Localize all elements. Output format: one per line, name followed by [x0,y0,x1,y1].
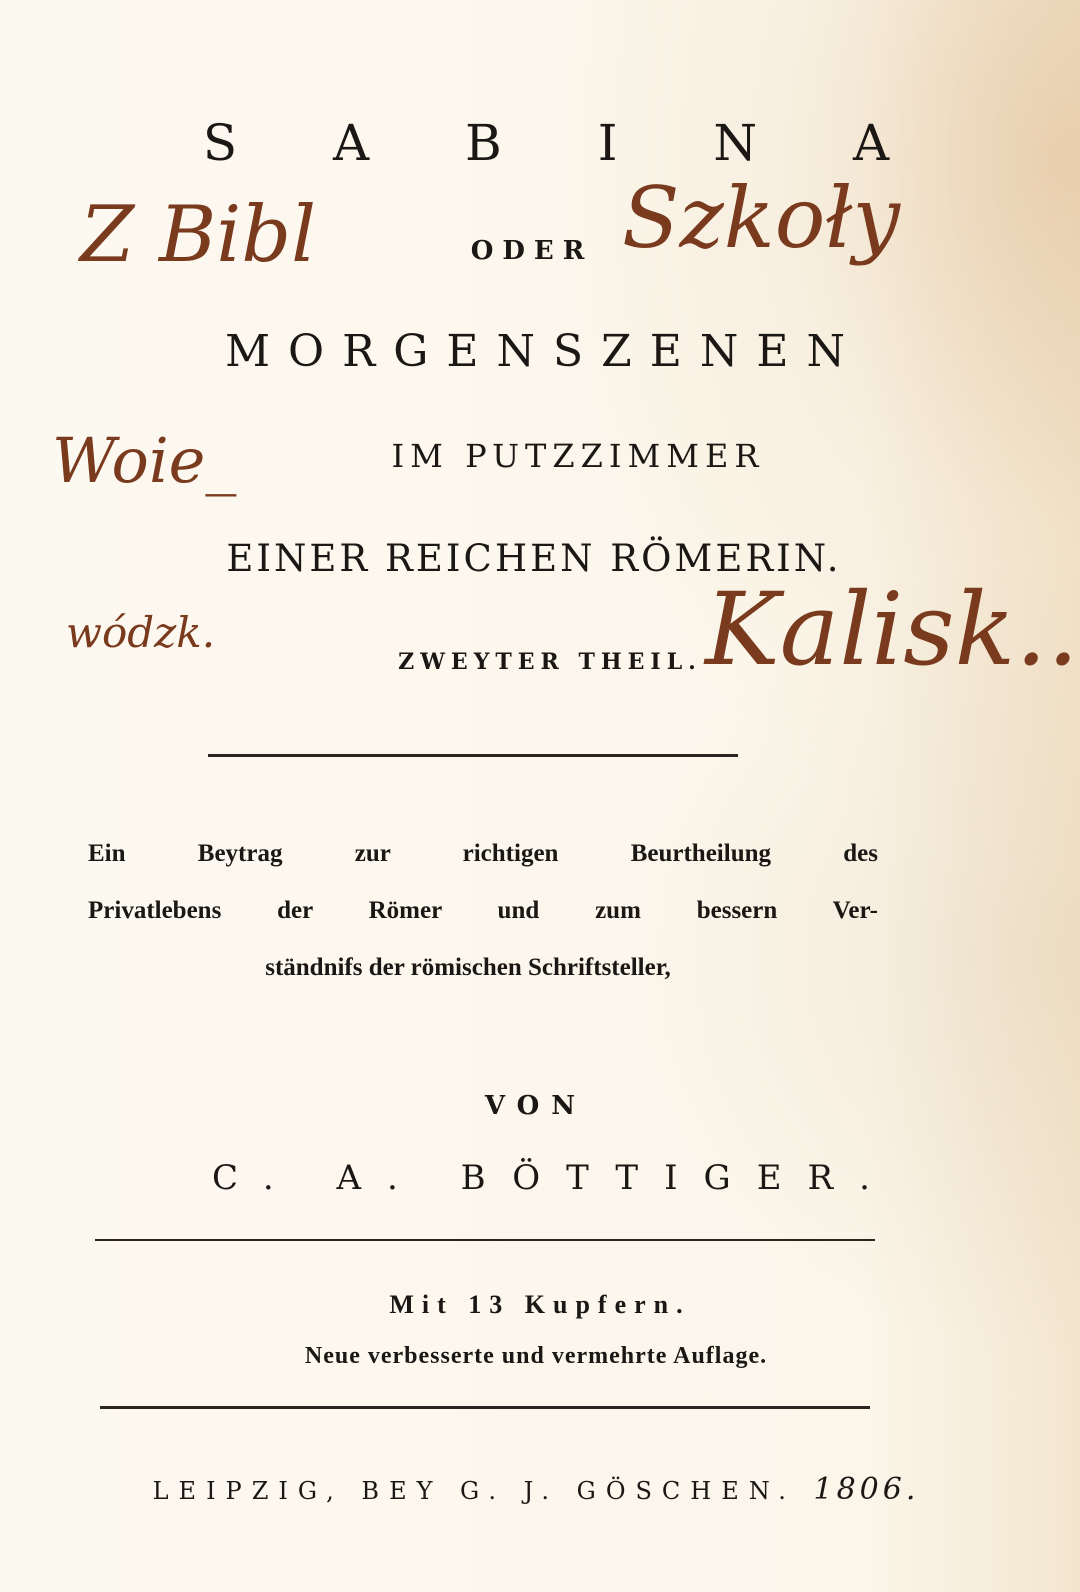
divider-rule-2 [95,1239,875,1241]
subtitle-line-1: MORGENSZENEN [225,326,863,377]
handwriting-lower-right: Kalisk.. [705,571,1079,688]
subtitle-line-3: EINER REICHEN RÖMERIN. [226,537,842,580]
description-line-3: ständnifs der römischen Schriftsteller, [265,954,671,981]
divider-rule-3 [100,1406,870,1409]
title-connector: ODER [470,236,594,266]
book-title: S A B I N A [202,114,930,172]
edition-note: Neue verbesserte und vermehrte Auflage. [304,1343,768,1369]
imprint [0,1472,1076,1507]
handwriting-top-right: Szkoły [622,169,900,267]
description-line-2: Privatlebens der Römer und zum bessern Ver- [88,897,878,924]
divider-rule-1 [208,754,738,757]
subtitle-line-2: IM PUTZZIMMER [391,437,765,475]
handwriting-top-left: Z Bibl [80,190,317,280]
by-label: VON [484,1091,588,1121]
imprint-year: 1806. [813,1472,920,1507]
description [88,825,878,996]
part-label: ZWEYTER THEIL. [398,649,702,675]
handwriting-lower-left: wódzk. [66,608,216,657]
plates-note: Mit 13 Kupfern. [389,1290,691,1319]
imprint-publisher: LEIPZIG, BEY G. J. GÖSCHEN. [152,1477,796,1505]
description-line-1: Ein Beytrag zur richtigen Beurtheilung des [88,840,878,867]
handwriting-mid-left: Woie_ [52,424,237,497]
author-name: C. A. BÖTTIGER. [212,1158,896,1198]
